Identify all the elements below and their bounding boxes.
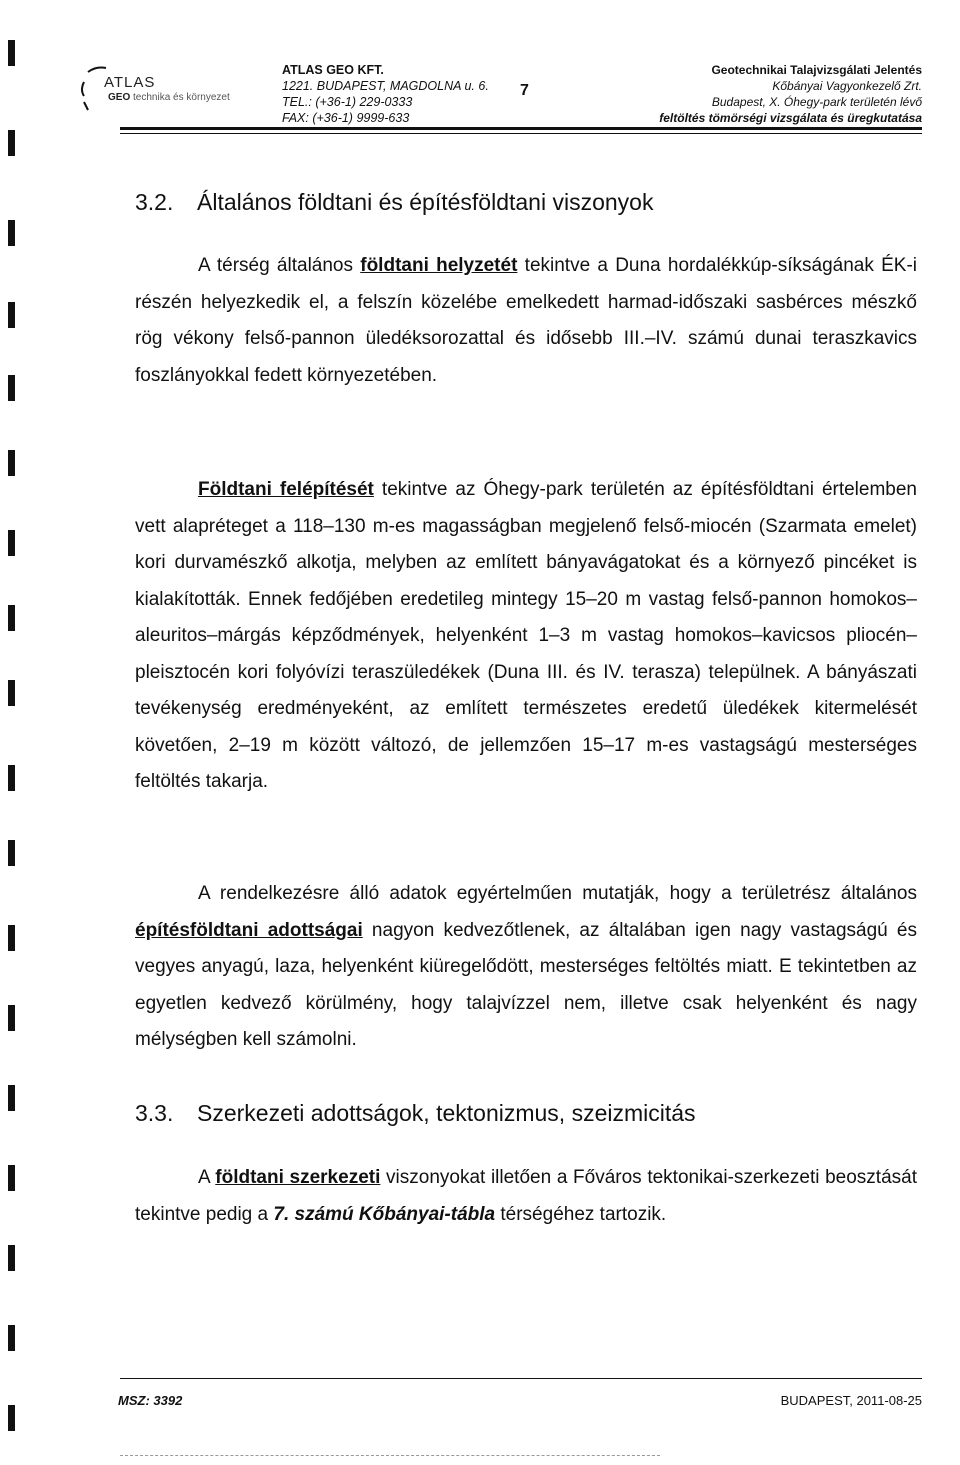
emphasized-term: 7. számú Kőbányai-tábla bbox=[273, 1203, 496, 1225]
underlined-term: Földtani felépítését bbox=[198, 479, 374, 500]
company-fax: FAX: (+36-1) 9999-633 bbox=[282, 111, 410, 125]
underlined-term: földtani helyzetét bbox=[360, 255, 518, 276]
paragraph-3: A rendelkezésre álló adatok egyértelműen mutatják, hogy a területrész általános építésföldtani adottságai nagyon kedvezőtlenek, az általában igen nagy vastagságú és vegyes anyagú, laza, helyenként kiüregelődött, mesterséges feltöltés miatt. E tekintetben az egyetlen kedvező körülmény, hogy talajvízzel nem, illetve csak helyenként és nagy mélységben kell számolni. bbox=[135, 883, 917, 1050]
underlined-term: építésföldtani adottságai bbox=[135, 919, 363, 941]
report-info bbox=[659, 62, 922, 126]
company-info bbox=[282, 62, 489, 126]
logo-subtext: GEO technika és környezet bbox=[108, 92, 230, 103]
report-client: Kőbányai Vagyonkezelő Zrt. bbox=[772, 79, 922, 93]
footer-rule bbox=[120, 1378, 922, 1379]
section-heading-3-2 bbox=[135, 189, 653, 216]
paragraph-1: A térség általános földtani helyzetét tekintve a Duna hordalékkúp-síkságának ÉK-i részén helyezkedik el, a felszín közelébe emelkedett harmad-időszaki sasbérces mészkő rög vékony felső-pannon üledéksorozattal és idősebb III.–IV. számú dunai teraszkavics foszlányokkal fedett környezetében. bbox=[135, 255, 917, 386]
paragraph-4: A földtani szerkezeti viszonyokat illetően a Főváros tektonikai-szerkezeti beosztását tekintve pedig a 7. számú Kőbányai-tábla térségéhez tartozik. bbox=[135, 1167, 917, 1225]
binding-marks bbox=[8, 30, 20, 1450]
report-location: Budapest, X. Óhegy-park területén lévő bbox=[711, 95, 922, 109]
company-tel: TEL.: (+36-1) 229-0333 bbox=[282, 95, 413, 109]
page-number: 7 bbox=[520, 82, 529, 99]
paragraph-2: Földtani felépítését tekintve az Óhegy-park területén az építésföldtani értelemben vett alapréteget a 118–130 m-es magasságban megjelenő felső-miocén (Szarmata emelet) kori durvamészkő alkotja, melyben az említett bányavágatokat és a környező pincéket is kialakították. Ennek fedőjében eredetileg mintegy 15–20 m vastag felső-pannon homokos–aleuritos–márgás képződmények, helyenként 1–3 m vastag homokos–kavicsos pliocén–pleisztocén kori folyóvízi teraszüledékek (Duna III. és IV. terasza) települnek. A bányászati tevékenység eredményeként, az említett természetes eredetű üledékek kitermelését követően, 2–19 m között változó, de jellemzően 15–17 m-es vastagságú mesterséges feltöltés takarja. bbox=[135, 479, 917, 792]
section-number: 3.2. bbox=[135, 189, 174, 215]
underlined-term: földtani szerkezeti bbox=[215, 1167, 381, 1188]
company-address: 1221. BUDAPEST, MAGDOLNA u. 6. bbox=[282, 79, 489, 93]
report-subject: feltöltés tömörségi vizsgálata és üregkutatása bbox=[659, 111, 922, 125]
report-title: Geotechnikai Talajvizsgálati Jelentés bbox=[711, 63, 922, 77]
section-heading-3-3 bbox=[135, 1100, 696, 1127]
company-logo bbox=[78, 64, 268, 120]
section-title: Általános földtani és építésföldtani viszonyok bbox=[197, 189, 654, 215]
footer-standard: MSZ: 3392 bbox=[118, 1393, 183, 1408]
header-rule-thin bbox=[120, 133, 922, 134]
page-header bbox=[0, 58, 960, 138]
header-rule-thick bbox=[120, 127, 922, 130]
logo-text: ATLAS bbox=[104, 74, 156, 91]
footer-date: BUDAPEST, 2011-08-25 bbox=[780, 1393, 922, 1408]
bottom-dashed-line bbox=[120, 1455, 660, 1456]
section-number: 3.3. bbox=[135, 1100, 174, 1126]
section-title: Szerkezeti adottságok, tektonizmus, szeizmicitás bbox=[197, 1100, 696, 1126]
company-name: ATLAS GEO KFT. bbox=[282, 63, 384, 77]
